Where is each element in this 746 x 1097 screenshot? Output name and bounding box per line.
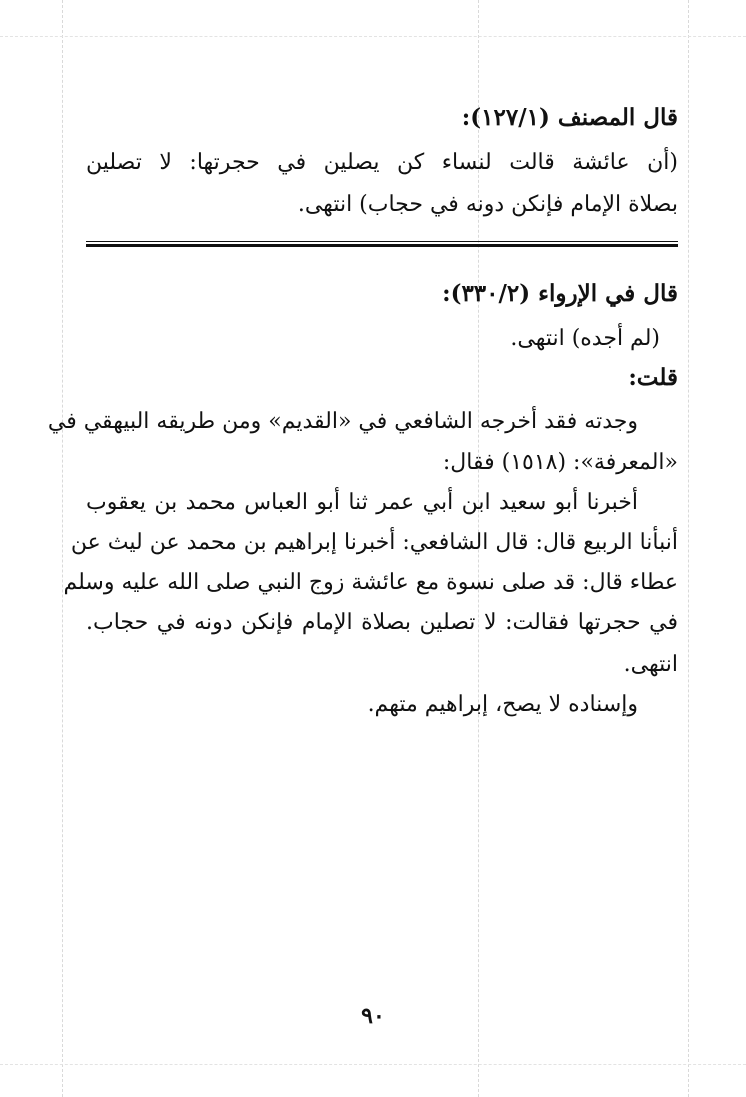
section1-heading: قال المصنف (١٢٧/١): <box>461 104 678 131</box>
paragraph-line-6: في حجرتها فقالت: لا تصلين بصلاة الإمام فإنكن دونه في حجاب. <box>86 610 678 635</box>
paragraph-line-4: أنبأنا الربيع قال: قال الشافعي: أخبرنا إبراهيم بن محمد عن ليث عن <box>70 530 678 555</box>
separator-rule-top <box>86 241 678 242</box>
scan-guide-line <box>0 1064 746 1065</box>
paragraph-line-5: عطاء قال: قد صلى نسوة مع عائشة زوج النبي صلى الله عليه وسلم <box>63 570 678 595</box>
paragraph-line-7: انتهى. <box>623 652 678 677</box>
section2-quote: (لم أجده) انتهى. <box>510 326 660 351</box>
separator-rule-bottom <box>86 244 678 247</box>
paragraph-line-8: وإسناده لا يصح، إبراهيم متهم. <box>367 692 638 717</box>
section1-line-1: (أن عائشة قالت لنساء كن يصلين في حجرتها: لا تصلين <box>86 150 678 175</box>
page-number: ٩٠ <box>361 1003 385 1029</box>
scan-guide-line <box>0 36 746 37</box>
paragraph-line-2: «المعرفة»: (١٥١٨) فقال: <box>442 450 678 475</box>
paragraph-line-3: أخبرنا أبو سعيد ابن أبي عمر ثنا أبو العباس محمد بن يعقوب <box>86 490 638 515</box>
paragraph-line-1: وجدته فقد أخرجه الشافعي في «القديم» ومن طريقه البيهقي في <box>47 409 638 434</box>
qult-heading: قلت: <box>628 364 678 391</box>
scan-guide-line <box>62 0 63 1097</box>
section1-line-2: بصلاة الإمام فإنكن دونه في حجاب) انتهى. <box>297 192 678 217</box>
scan-guide-line <box>688 0 689 1097</box>
section2-heading: قال في الإرواء (٣٣٠/٢): <box>442 280 678 307</box>
